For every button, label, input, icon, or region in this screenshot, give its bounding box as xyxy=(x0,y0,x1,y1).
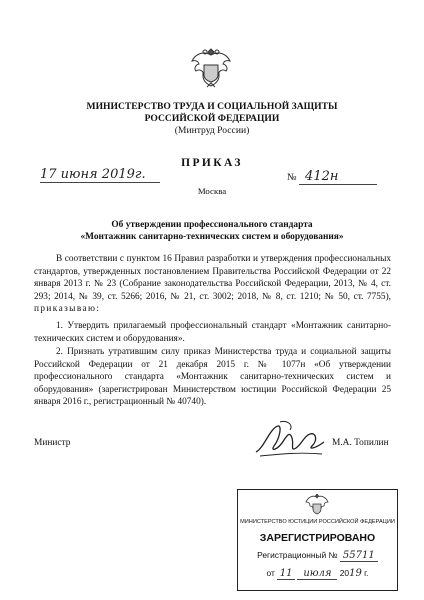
number-prefix: № xyxy=(287,172,297,183)
russian-coat-of-arms-icon xyxy=(305,494,329,516)
document-number xyxy=(287,170,377,185)
document-number-handwritten: 412н xyxy=(299,170,377,185)
city: Москва xyxy=(197,186,227,196)
stamp-date-prefix: от xyxy=(266,568,275,578)
order-item-2: 2. Признать утратившим силу приказ Министерства труда и социальной защиты Российской Федерации от 21 декабря 2015 г. № 1077н «Об утверждении профессионального стандарта «Монтажник санитарно-технических систем и оборудования» (зарегистрирован Министерством юстиции Российской Федерации 25 января 2016 г., регистрационный № 40740). xyxy=(34,347,391,408)
stamp-date-year-handwritten: 19 xyxy=(349,568,362,579)
subject-line2: «Монтажник санитарно-технических систем и оборудования» xyxy=(80,232,344,242)
ministry-short-name: (Минтруд России) xyxy=(174,125,250,136)
stamp-date xyxy=(238,568,397,580)
stamp-reg-number-handwritten: 55711 xyxy=(340,550,378,562)
preamble-paragraph xyxy=(34,253,391,316)
ministry-name-line1: МИНИСТЕРСТВО ТРУДА И СОЦИАЛЬНОЙ ЗАЩИТЫ xyxy=(86,101,338,112)
stamp-date-suffix: г. xyxy=(364,568,369,578)
stamp-status: ЗАРЕГИСТРИРОВАНО xyxy=(259,532,376,544)
order-item-1: 1. Утвердить прилагаемый профессиональный стандарт «Монтажник санитарно-технических систем и оборудования». xyxy=(34,321,391,344)
document-subject xyxy=(0,219,424,243)
document-date-handwritten: 17 июня 2019г. xyxy=(40,167,146,182)
signatory-name: М.А. Топилин xyxy=(332,438,389,448)
russian-coat-of-arms-icon xyxy=(188,43,234,89)
document-date xyxy=(40,168,160,183)
stamp-org: МИНИСТЕРСТВО ЮСТИЦИИ РОССИЙСКОЙ ФЕДЕРАЦИИ xyxy=(240,519,395,525)
stamp-date-year-printed: 20 xyxy=(339,568,350,578)
handwritten-signature xyxy=(250,418,330,462)
stamp-registration-number xyxy=(238,550,397,562)
signatory-position: Министр xyxy=(34,438,71,448)
registration-stamp xyxy=(237,489,398,591)
ministry-name xyxy=(0,101,424,125)
document-type: ПРИКАЗ xyxy=(181,157,243,169)
ministry-name-line2: РОССИЙСКОЙ ФЕДЕРАЦИИ xyxy=(144,113,280,124)
preamble-action: приказываю: xyxy=(34,304,101,315)
subject-line1: Об утверждении профессионального стандарта xyxy=(111,220,313,230)
stamp-reg-label: Регистрационный № xyxy=(257,550,338,560)
stamp-date-month-handwritten: июля xyxy=(297,568,337,580)
stamp-date-day-handwritten: 11 xyxy=(277,568,295,580)
preamble-text: В соответствии с пунктом 16 Правил разработки и утверждения профессиональных стандартов, утвержденных постановлением Правительства Российской Федерации от 22 января 2013 г. № 23 (Собрание законодательства Российской Федерации, 2013, № 4, ст. 293; 2014, № 39, ст. 5266; 2016, № 21, ст. 3002; 2018, № 8, ст. 1210; № 50, ст. 7755), xyxy=(34,254,391,302)
